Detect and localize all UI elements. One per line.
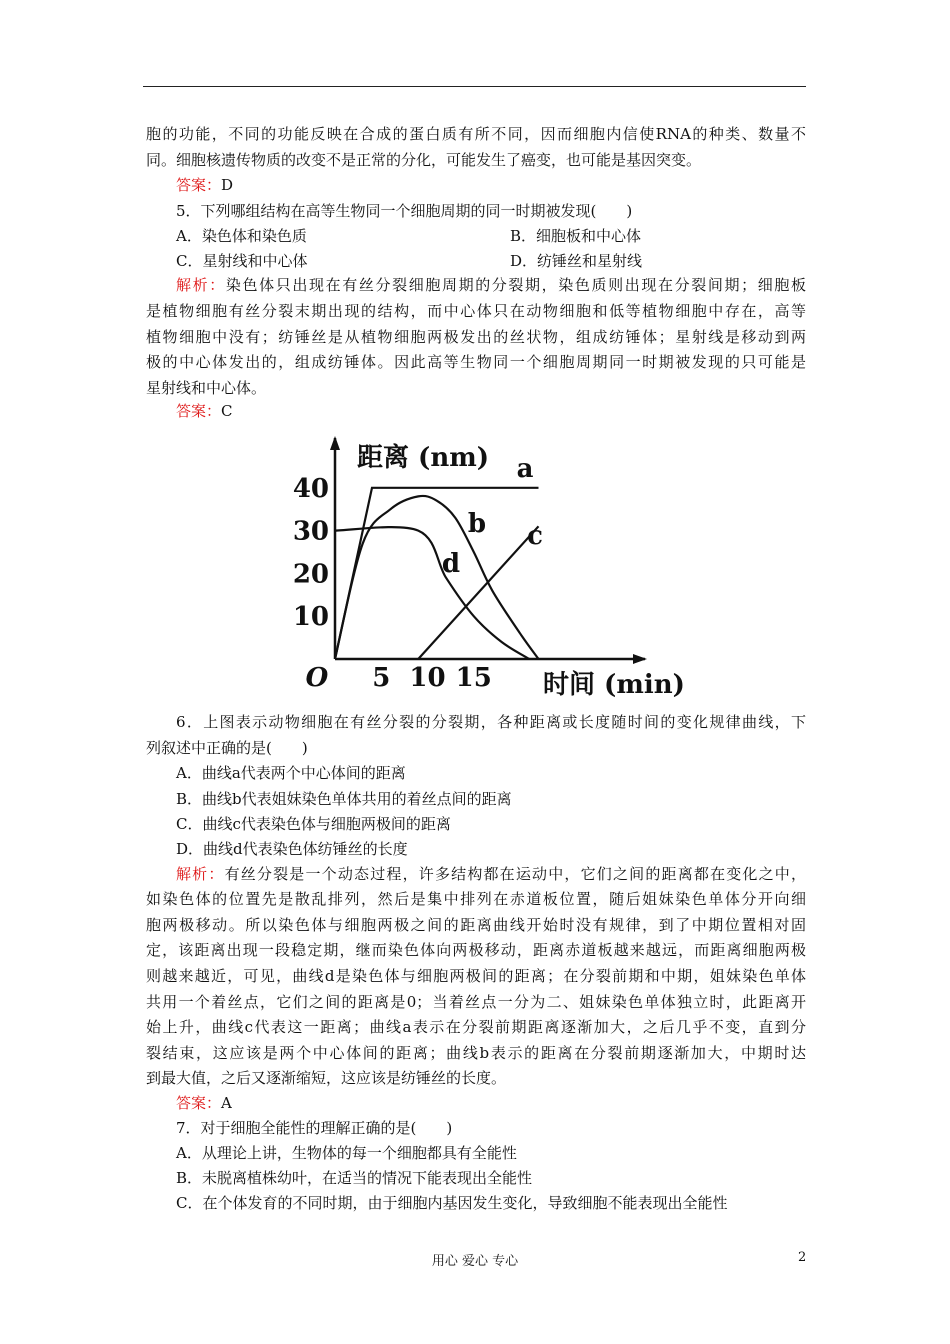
q5-option-c: C．星射线和中心体 (176, 252, 308, 270)
distance-time-chart (285, 432, 695, 702)
explanation-label: 解析： (176, 865, 225, 883)
explanation-line (176, 275, 806, 295)
answer-line (176, 401, 233, 421)
origin-label: O (305, 663, 329, 693)
q7-option-a: A．从理论上讲，生物体的每一个细胞都具有全能性 (176, 1144, 517, 1162)
y-axis-title: 距离 (nm) (357, 443, 490, 473)
q6-option-d: D．曲线d代表染色体纺锤丝的长度 (176, 840, 408, 858)
y-tick-label: 30 (292, 516, 329, 547)
x-tick-label: 5 (372, 663, 391, 693)
page-number: 2 (798, 1250, 807, 1265)
explanation-line: 星射线和中心体。 (146, 379, 267, 397)
explanation-line: 到最大值，之后又逐渐缩短，这应该是纺锤丝的长度。 (146, 1069, 507, 1087)
q7-option-b: B．未脱离植株幼叶，在适当的情况下能表现出全能性 (176, 1169, 533, 1187)
question-6-stem: 列叙述中正确的是( ) (146, 739, 308, 757)
answer-value: A (221, 1094, 232, 1112)
q5-option-d: D．纺锤丝和星射线 (510, 252, 643, 270)
q6-option-b: B．曲线b代表姐妹染色单体共用的着丝点间的距离 (176, 790, 512, 808)
explanation-line: 胞两极移动。所以染色体与细胞两极之间的距离曲线开始时没有规律，到了中期位置相对固 (146, 916, 806, 934)
footer-text: 用心 爱心 专心 (431, 1254, 519, 1269)
q5-option-b: B．细胞板和中心体 (510, 227, 642, 245)
curve-d (335, 527, 529, 659)
answer-value: D (221, 176, 234, 194)
series-label-d: d (441, 549, 461, 579)
explanation-text: 有丝分裂是一个动态过程，许多结构都在运动中，它们之间的距离都在变化之中， (224, 865, 806, 883)
explanation-label: 解析： (176, 276, 226, 294)
explanation-line: 是植物细胞有丝分裂末期出现的结构，而中心体只在动物细胞和低等植物细胞中存在，高等 (146, 302, 806, 320)
explanation-line: 则越来越近，可见，曲线d是染色体与细胞两极间的距离；在分裂前期和中期，姐妹染色单体 (146, 967, 806, 985)
curve-c (418, 526, 538, 659)
question-7-stem: 7．对于细胞全能性的理解正确的是( ) (176, 1119, 453, 1137)
question-5-stem: 5．下列哪组结构在高等生物同一个细胞周期的同一时期被发现( ) (176, 202, 633, 220)
curve-a (335, 488, 539, 659)
series-label-b: b (467, 509, 487, 539)
x-tick-label: 10 (409, 663, 446, 693)
explanation-line (176, 864, 806, 884)
y-tick-label: 20 (292, 559, 329, 590)
series-label-c: c (527, 521, 543, 551)
explanation-line: 共用一个着丝点，它们之间的距离是0；当着丝点一分为二、姐妹染色单体独立时，此距离开 (146, 993, 806, 1011)
answer-label: 答案： (176, 402, 222, 420)
paragraph-line: 同。细胞核遗传物质的改变不是正常的分化，可能发生了癌变，也可能是基因突变。 (146, 151, 702, 169)
series-label-a: a (516, 454, 534, 484)
answer-line (176, 175, 233, 195)
answer-line (176, 1093, 232, 1113)
q5-option-a: A．染色体和染色质 (176, 227, 307, 245)
explanation-line: 定，该距离出现一段稳定期，继而染色体向两极移动，距离赤道板越来越远，而距离细胞两极 (146, 941, 806, 959)
explanation-line: 如染色体的位置先是散乱排列，然后是集中排列在赤道板位置，随后姐妹染色单体分开向细 (146, 890, 806, 908)
q6-option-c: C．曲线c代表染色体与细胞两极间的距离 (176, 815, 451, 833)
explanation-line: 极的中心体发出的，组成纺锤体。因此高等生物同一个细胞周期同一时期被发现的只可能是 (146, 353, 806, 371)
paragraph-line: 胞的功能，不同的功能反映在合成的蛋白质有所不同，因而细胞内信使RNA的种类、数量不 (146, 125, 806, 143)
q7-option-c: C．在个体发育的不同时期，由于细胞内基因发生变化，导致细胞不能表现出全能性 (176, 1194, 728, 1212)
question-6-stem: 6．上图表示动物细胞在有丝分裂的分裂期，各种距离或长度随时间的变化规律曲线，下 (176, 713, 806, 731)
explanation-line: 裂结束，这应该是两个中心体间的距离；曲线b表示的距离在分裂前期逐渐加大，中期时达 (146, 1044, 806, 1062)
x-axis-title: 时间 (min) (543, 670, 685, 700)
explanation-line: 植物细胞中没有；纺锤丝是从植物细胞两极发出的丝状物，组成纺锤体；星射线是移动到两 (146, 328, 806, 346)
answer-label: 答案： (176, 1094, 222, 1112)
explanation-line: 始上升，曲线c代表这一距离；曲线a表示在分裂前期距离逐渐加大，之后几乎不变，直到分 (146, 1018, 806, 1036)
x-tick-label: 15 (455, 663, 492, 693)
q6-option-a: A．曲线a代表两个中心体间的距离 (176, 764, 406, 782)
answer-label: 答案： (176, 176, 222, 194)
y-tick-label: 10 (292, 602, 329, 633)
explanation-text: 染色体只出现在有丝分裂细胞周期的分裂期，染色质则出现在分裂间期；细胞板 (225, 276, 806, 294)
header-rule (143, 86, 806, 87)
answer-value: C (221, 402, 233, 420)
y-tick-label: 40 (292, 473, 329, 504)
